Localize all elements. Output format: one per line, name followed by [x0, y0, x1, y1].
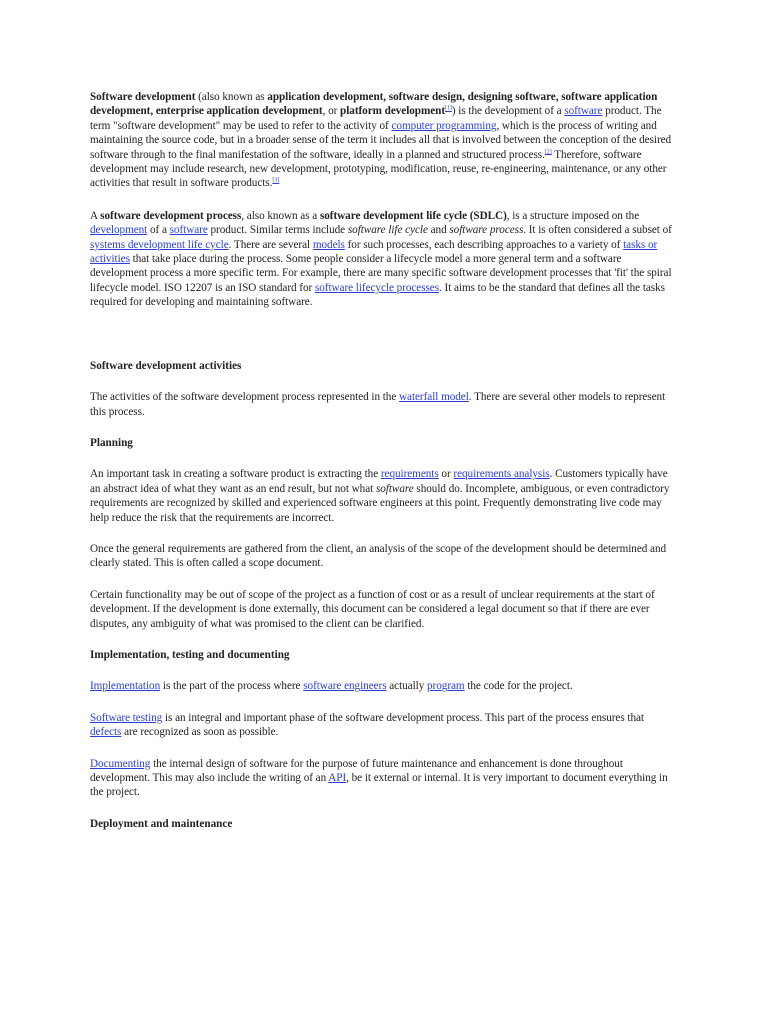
text: of a [147, 224, 170, 237]
link-waterfall-model[interactable]: waterfall model [399, 391, 469, 404]
text: Therefore, software development may include research, new development, prototyping, modification, reuse, re-engineering, maintenance, or any other activities that result in software products. [90, 148, 667, 190]
heading-implementation: Implementation, testing and documenting [90, 648, 290, 661]
text: . There are several [228, 238, 313, 251]
text: , which is the process of writing and maintaining the source code, but in a broader sense of the term it includes all that is involved between the conception of the desired software through to the final manifestation of the software, ideally in a planned and structured process. [90, 119, 672, 161]
text: An important task in creating a software product is extracting the [90, 468, 381, 481]
heading-planning: Planning [90, 436, 133, 449]
link-defects[interactable]: defects [90, 726, 122, 739]
text: or [438, 468, 454, 481]
text: The activities of the software development process represented in the [90, 391, 400, 404]
citation-3-link[interactable]: [3] [272, 177, 280, 184]
heading-deployment: Deployment and maintenance [90, 817, 233, 830]
text: are recognized as soon as possible. [121, 726, 279, 739]
heading-activities: Software development activities [90, 359, 242, 372]
term-software-development: Software development [90, 91, 196, 103]
term-platform-development: platform development [340, 105, 446, 118]
text: . Customers typically have an abstract idea of what they want as an end result, but not what [90, 468, 668, 495]
link-development[interactable]: development [90, 224, 148, 237]
text: actually [386, 680, 428, 693]
sdlc-paragraph [90, 209, 678, 310]
link-documenting[interactable]: Documenting [90, 757, 151, 770]
link-software-engineers[interactable]: software engineers [303, 680, 387, 693]
link-implementation[interactable]: Implementation [90, 680, 161, 693]
link-computer-programming[interactable]: computer programming [391, 119, 497, 132]
citation-2-link[interactable]: [2] [544, 148, 552, 155]
implementation-paragraph-2 [90, 711, 678, 740]
text: , be it external or internal. It is very important to document everything in the project. [90, 772, 668, 799]
text: . It is often considered a subset of [523, 224, 672, 237]
link-api[interactable]: API [328, 772, 347, 784]
text: product. The term "software development" may be used to refer to the activity of [90, 105, 662, 132]
link-software-lifecycle-processes[interactable]: software lifecycle processes [314, 281, 440, 294]
term-software: software [375, 482, 414, 495]
text: , or [322, 105, 341, 118]
planning-paragraph-1 [90, 467, 678, 525]
text: A [90, 209, 101, 222]
text: ) is the development of a [451, 105, 565, 118]
link-requirements[interactable]: requirements [380, 468, 439, 481]
link-tasks-or-activities[interactable]: tasks or activities [90, 238, 658, 266]
implementation-paragraph-1 [90, 679, 678, 693]
link-software-2[interactable]: software [169, 224, 208, 237]
text: should do. Incomplete, ambiguous, or even contradictory requirements are recognized by skilled and experienced software engineers at this point. Frequently demonstrating live code may help reduce the risk that the requirements are incorrect. [90, 482, 670, 524]
text: that take place during the process. Some people consider a lifecycle model a more general term and a software development process a more specific term. For example, there are many specific software development processes that 'fit' the spiral lifecycle model. ISO 12207 is an ISO standard for [90, 253, 672, 294]
planning-paragraph-3: Certain functionality may be out of scope of the project as a function of cost or as a result of unclear requirements at the start of development. If the development is done externally, this document can be considered a legal document so that if there are ever disputes, any ambiguity of what was promised to the client can be clarified. [90, 588, 655, 630]
term-software-life-cycle: software life cycle [347, 224, 428, 237]
text: (also known as [195, 91, 268, 103]
text: the internal design of software for the purpose of future maintenance and enhancement is done throughout development. This may also include the writing of an [90, 757, 623, 784]
text: . It aims to be the standard that defines all the tasks required for developing and maintaining software. [90, 281, 665, 309]
text: is an integral and important phase of the software development process. This part of the process ensures that [162, 711, 644, 724]
term-sdlc: software development life cycle (SDLC) [319, 209, 507, 222]
term-synonyms: application development, software design, designing software, software application development, enterprise application development [90, 91, 658, 118]
text: , also known as a [241, 209, 320, 222]
term-software-process: software process [449, 224, 524, 237]
link-software-testing[interactable]: Software testing [90, 711, 163, 724]
text: is the part of the process where [160, 680, 304, 693]
text: and [427, 224, 450, 237]
text: product. Similar terms include [207, 224, 348, 237]
term-software-development-process: software development process [100, 209, 242, 222]
intro-paragraph [90, 90, 678, 191]
text: for such processes, each describing approaches to a variety of [344, 238, 624, 251]
activities-paragraph [90, 390, 678, 419]
link-requirements-analysis[interactable]: requirements analysis [453, 468, 550, 481]
citation-1-link[interactable]: [1] [445, 105, 452, 112]
link-software[interactable]: software [564, 105, 603, 118]
link-systems-development-life-cycle[interactable]: systems development life cycle [90, 238, 229, 251]
link-models[interactable]: models [312, 238, 345, 251]
implementation-paragraph-3 [90, 757, 678, 800]
text: , is a structure imposed on the [506, 209, 640, 222]
link-program[interactable]: program [427, 680, 465, 693]
planning-paragraph-2: Once the general requirements are gathered from the client, an analysis of the scope of the development should be determined and clearly stated. This is often called a scope document. [90, 542, 667, 570]
text: the code for the project. [464, 680, 573, 693]
text: . There are several other models to represent this process. [90, 391, 666, 418]
